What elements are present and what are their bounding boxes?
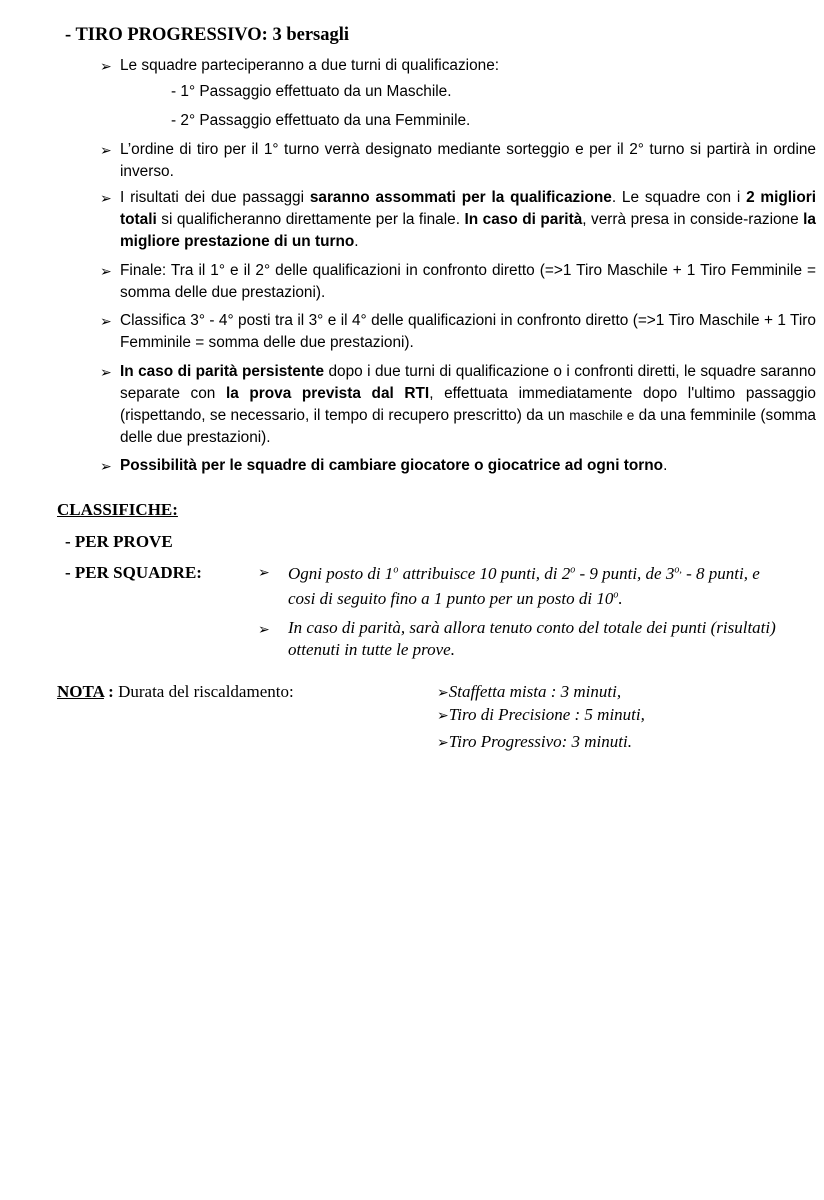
arrow-bullet-icon: ➢ [100, 313, 112, 329]
list-item [100, 455, 816, 477]
list-item-text: Possibilità per le squadre di cambiare giocatore o giocatrice ad ogni torno. [120, 457, 668, 474]
list-item-text: Finale: Tra il 1° e il 2° delle qualificazioni in confronto diretto (=>1 Tiro Maschile + 1 Tiro Femminile = somma delle due prestazioni). [120, 262, 816, 301]
section-heading: - TIRO PROGRESSIVO: 3 bersagli [65, 25, 350, 45]
arrow-bullet-icon: ➢ [437, 685, 449, 701]
nota-item: ➢Tiro di Precisione : 5 minuti, [437, 705, 645, 724]
list-item-text: L’ordine di tiro per il 1° turno verrà designato mediante sorteggio e per il 2° turno si partirà in ordine inverso. [120, 141, 816, 180]
arrow-bullet-icon: ➢ [100, 364, 112, 380]
arrow-bullet-icon: ➢ [100, 58, 112, 74]
arrow-bullet-icon: ➢ [100, 142, 112, 158]
classifiche-title: CLASSIFICHE: [57, 500, 178, 519]
list-item [100, 139, 816, 183]
arrow-bullet-icon: ➢ [100, 190, 112, 206]
arrow-bullet-icon: ➢ [100, 263, 112, 279]
list-item [100, 310, 816, 354]
list-item [100, 361, 816, 449]
list-item-text: I risultati dei due passaggi saranno assommati per la qualificazione. Le squadre con i 2 migliori totali si qualificheranno direttamente per la finale. In caso di parità, verrà presa in conside-razione la migliore prestazione di un turno. [120, 189, 816, 250]
nota-item: ➢Staffetta mista : 3 minuti, [437, 682, 622, 701]
list-item-text: Le squadre parteciperanno a due turni di qualificazione: [120, 57, 500, 74]
arrow-bullet-icon: ➢ [100, 458, 112, 474]
list-item [100, 260, 816, 304]
list-item [100, 187, 816, 253]
nota-label: NOTA : Durata del riscaldamento: [57, 682, 294, 701]
nota-item: ➢Tiro Progressivo: 3 minuti. [437, 732, 632, 751]
list-item [100, 55, 816, 77]
classifiche-item: Ogni posto di 1$^o$ attribuisce 10 punti, di 2$^o$ - 9 punti, de $3^{o,} - 8$ punti, e cosi di seguito fino a 1 punto per un posto di 10$^o$. [288, 564, 760, 608]
sub-item: - 2° Passaggio effettuato da una Femminile. [171, 112, 471, 129]
arrow-bullet-icon: ➢ [258, 565, 270, 581]
per-squadre-label: - PER SQUADRE: [65, 563, 202, 582]
list-item-text: Classifica 3° - 4° posti tra il 3° e il 4° delle qualificazioni in confronto diretto (=>1 Tiro Maschile + 1 Tiro Femminile = somma delle due prestazioni). [120, 312, 816, 351]
arrow-bullet-icon: ➢ [437, 708, 449, 724]
sub-item: - 1° Passaggio effettuato da un Maschile. [171, 83, 452, 100]
arrow-bullet-icon: ➢ [437, 735, 449, 751]
arrow-bullet-icon: ➢ [258, 622, 270, 638]
per-prove-label: - PER PROVE [65, 532, 173, 551]
classifiche-item: In caso di parità, sarà allora tenuto conto del totale dei punti (risultati) ottenuti in tutte le prove. [288, 618, 776, 659]
list-item-text: In caso di parità persistente dopo i due turni di qualificazione o i confronti diretti, le squadre saranno separate con la prova prevista dal RTI, effettuata immediatamente dopo l'ultimo passaggio (rispettando, se necessario, il tempo di recupero prescritto) da un maschile e da una femminile (somma delle due prestazioni). [120, 363, 816, 446]
